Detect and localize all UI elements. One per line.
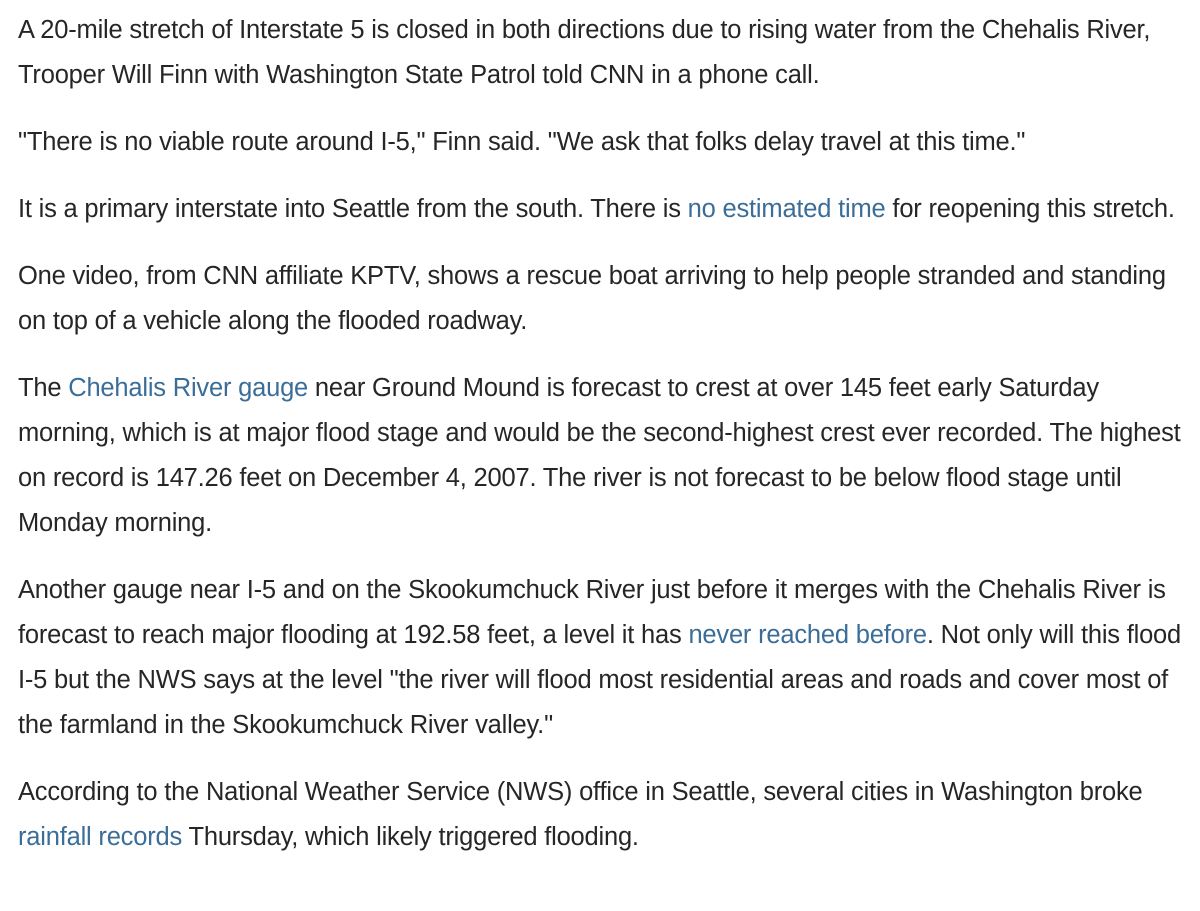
paragraph-text-after: near Ground Mound is forecast to crest at over 145 feet early Saturday morning, which is at major flood stage and would be the second-highest crest ever recorded. The highest on record is 147.26 feet on December 4, 2007. The river is not forecast to be below flood stage until Monday morning.: [18, 374, 1181, 537]
link-never-reached-before[interactable]: never reached before: [688, 621, 927, 649]
paragraph-primary-interstate: [18, 187, 1182, 232]
link-rainfall-records[interactable]: rainfall records: [18, 823, 183, 851]
paragraph-chehalis-gauge: [18, 366, 1182, 546]
paragraph-text-before: It is a primary interstate into Seattle from the south. There is: [18, 195, 688, 223]
paragraph-text: One video, from CNN affiliate KPTV, shows a rescue boat arriving to help people stranded and standing on top of a vehicle along the flooded roadway.: [18, 262, 1166, 335]
paragraph-interstate-closure: [18, 8, 1182, 98]
paragraph-text-before: The: [18, 374, 69, 402]
paragraph-text-after: for reopening this stretch.: [885, 195, 1175, 223]
paragraph-text: "There is no viable route around I-5," Finn said. "We ask that folks delay travel at this time.": [18, 128, 1026, 156]
paragraph-skookumchuck-gauge: [18, 568, 1182, 748]
paragraph-text-before: According to the National Weather Service (NWS) office in Seattle, several cities in Washington broke: [18, 778, 1143, 806]
link-chehalis-river-gauge[interactable]: Chehalis River gauge: [68, 374, 309, 402]
paragraph-text: A 20-mile stretch of Interstate 5 is closed in both directions due to rising water from the Chehalis River, Trooper Will Finn with Washington State Patrol told CNN in a phone call.: [18, 16, 1151, 89]
paragraph-rainfall-records: [18, 770, 1182, 860]
paragraph-text-before: Another gauge near I-5 and on the Skookumchuck River just before it merges with the Chehalis River is forecast to reach major flooding at 192.58 feet, a level it has: [18, 576, 1166, 649]
link-no-estimated-time[interactable]: no estimated time: [687, 195, 886, 223]
paragraph-text-after: Thursday, which likely triggered flooding.: [182, 823, 639, 851]
paragraph-rescue-video: [18, 254, 1182, 344]
paragraph-text-after: . Not only will this flood I-5 but the NWS says at the level "the river will flood most residential areas and roads and cover most of the farmland in the Skookumchuck River valley.": [18, 621, 1182, 739]
paragraph-finn-quote: [18, 120, 1182, 165]
